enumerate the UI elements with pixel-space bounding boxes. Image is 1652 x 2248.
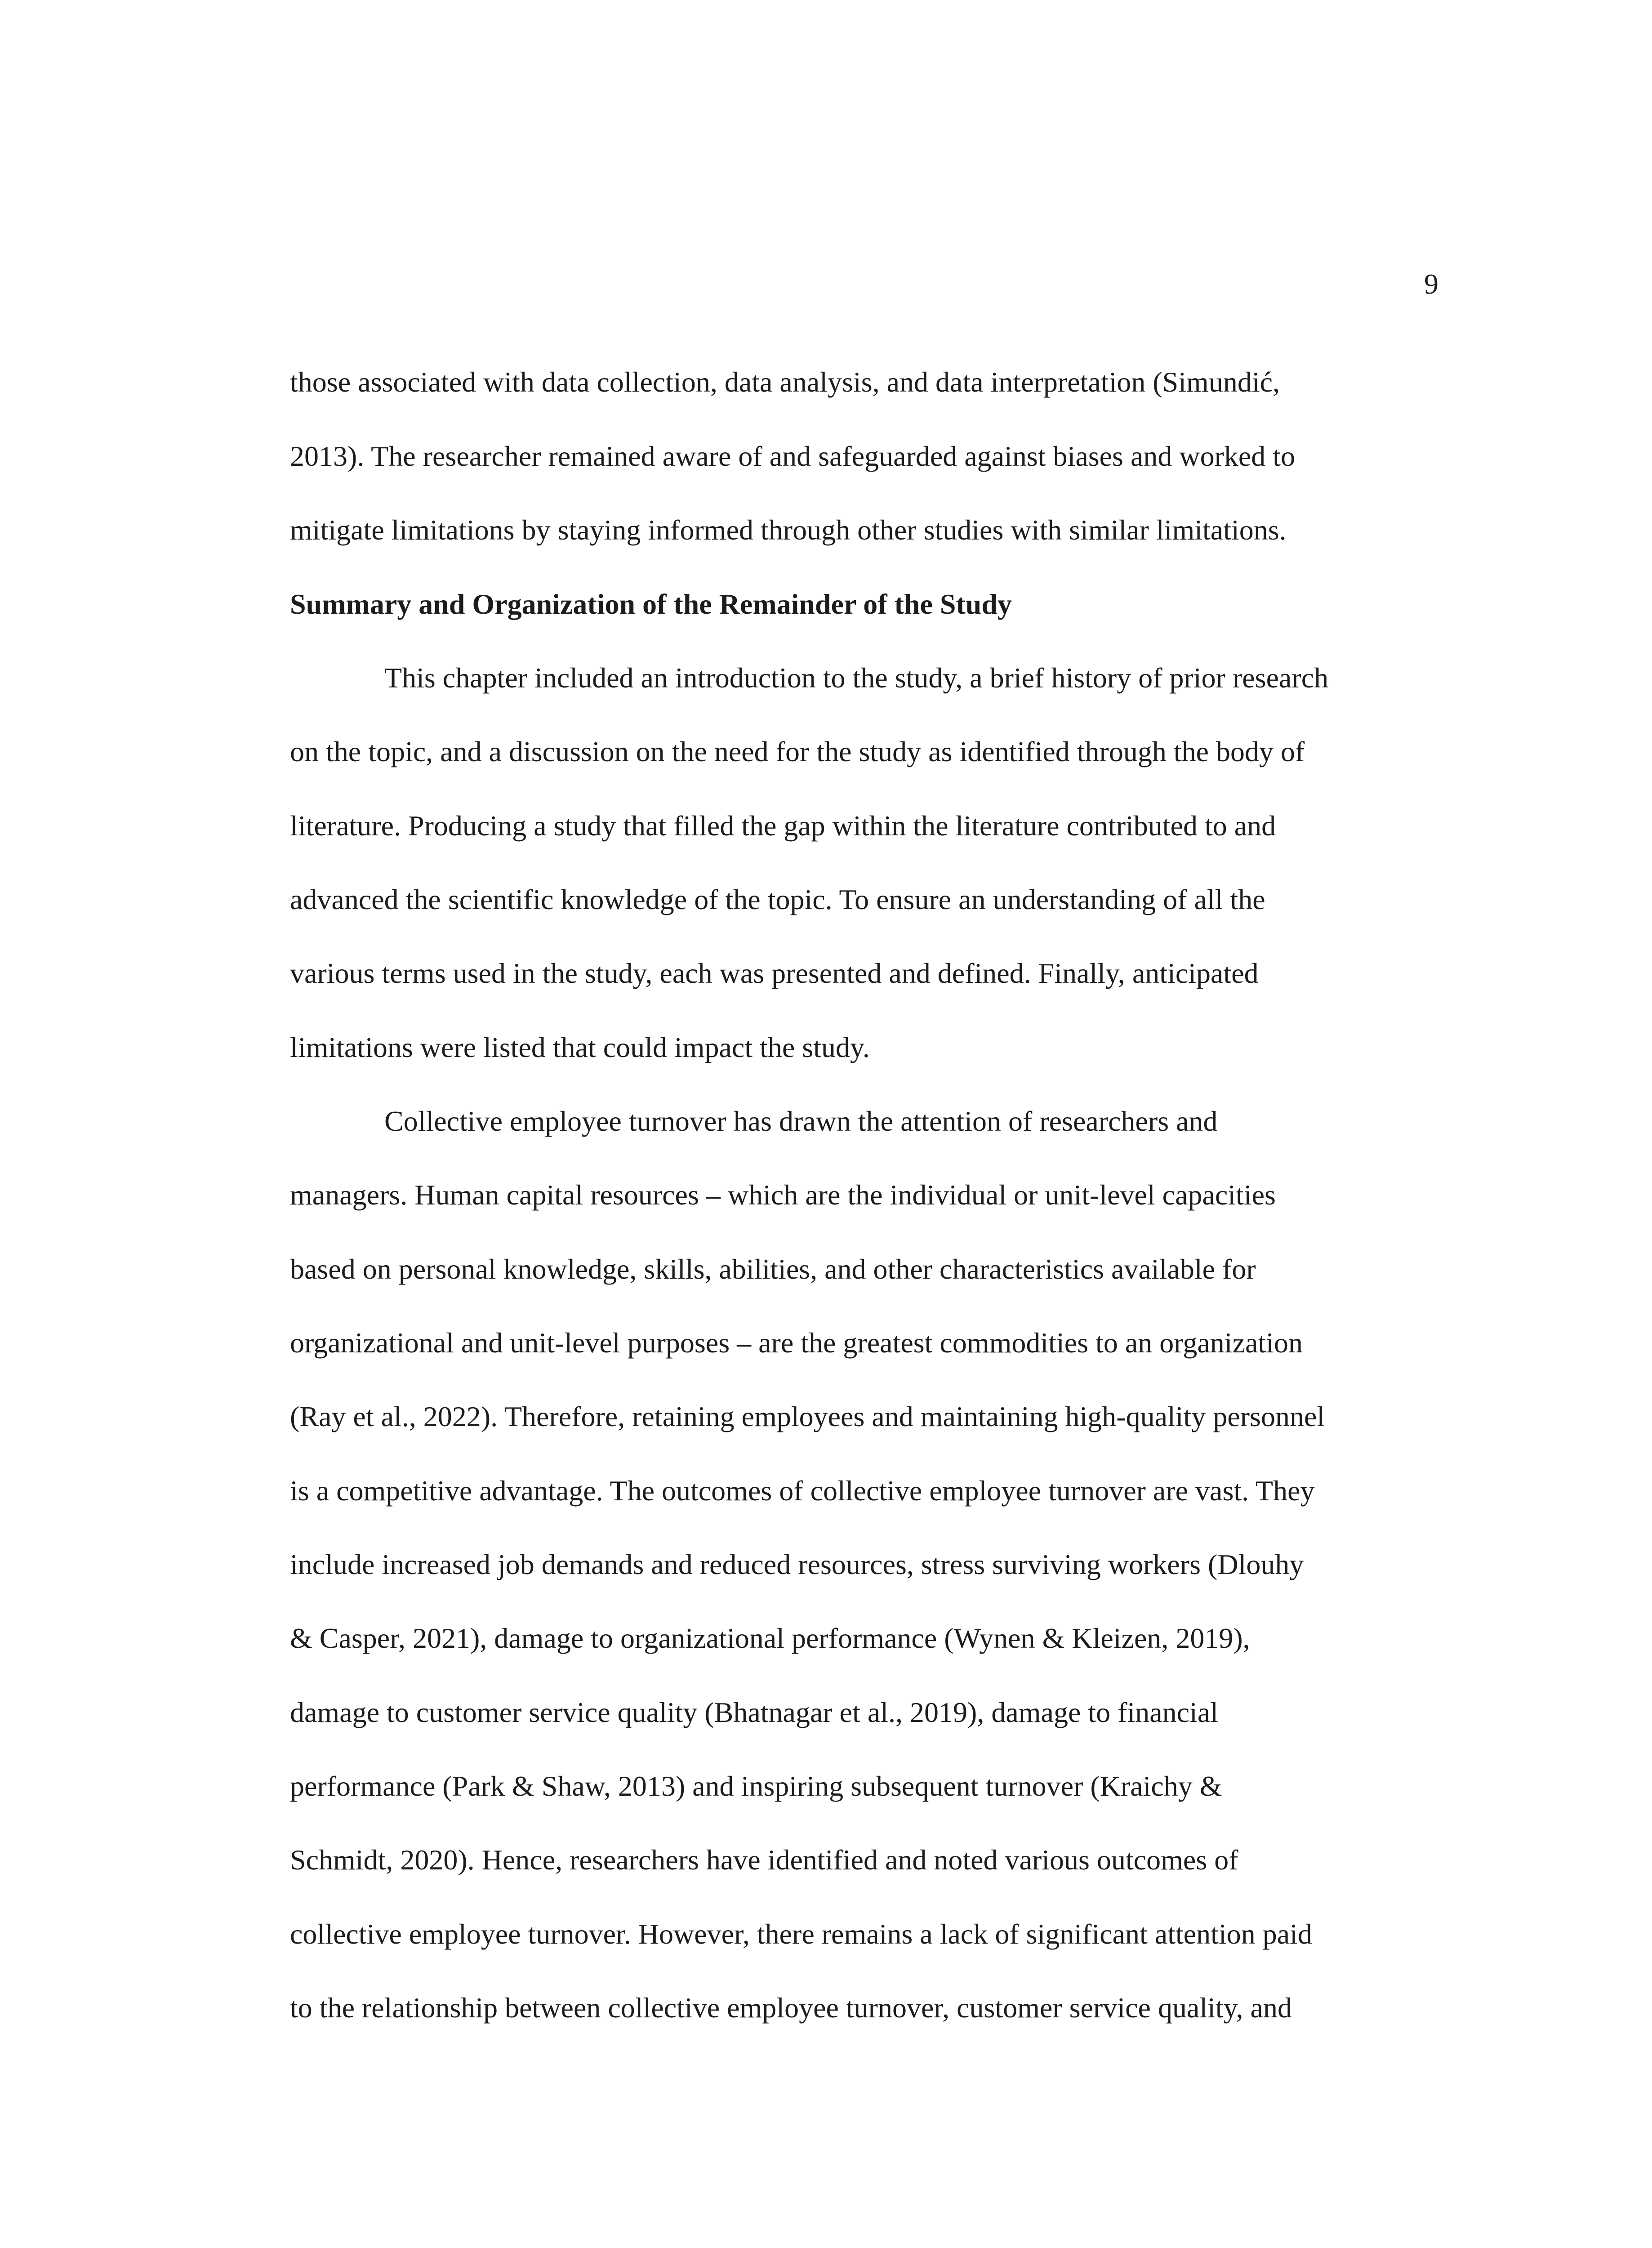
- text-line: 2013). The researcher remained aware of and safeguarded against biases and worked to: [290, 440, 1296, 472]
- text-line: & Casper, 2021), damage to organizational performance (Wynen & Kleizen, 2019),: [290, 1622, 1250, 1654]
- section-heading: Summary and Organization of the Remainder of the Study: [290, 588, 1012, 620]
- text-line: various terms used in the study, each was presented and defined. Finally, anticipated: [290, 957, 1259, 989]
- text-line: include increased job demands and reduced resources, stress surviving workers (Dlouhy: [290, 1548, 1304, 1580]
- text-line: organizational and unit-level purposes – are the greatest commodities to an organization: [290, 1327, 1303, 1359]
- paragraph-first-line: This chapter included an introduction to the study, a brief history of prior research: [384, 662, 1329, 694]
- text-line: to the relationship between collective employee turnover, customer service quality, and: [290, 1992, 1292, 2024]
- text-line: based on personal knowledge, skills, abilities, and other characteristics available for: [290, 1253, 1256, 1285]
- text-line: on the topic, and a discussion on the need for the study as identified through the body of: [290, 736, 1305, 767]
- text-line: mitigate limitations by staying informed through other studies with similar limitations.: [290, 514, 1287, 546]
- text-line: advanced the scientific knowledge of the topic. To ensure an understanding of all the: [290, 883, 1265, 915]
- text-line: damage to customer service quality (Bhatnagar et al., 2019), damage to financial: [290, 1696, 1218, 1728]
- page-number: 9: [1424, 268, 1438, 300]
- text-line: collective employee turnover. However, there remains a lack of significant attention paid: [290, 1918, 1312, 1950]
- text-line: Schmidt, 2020). Hence, researchers have identified and noted various outcomes of: [290, 1844, 1238, 1876]
- text-line: literature. Producing a study that filled the gap within the literature contributed to and: [290, 810, 1276, 842]
- text-line: managers. Human capital resources – which are the individual or unit-level capacities: [290, 1179, 1276, 1211]
- text-line: those associated with data collection, data analysis, and data interpretation (Simundić,: [290, 366, 1280, 398]
- text-line: limitations were listed that could impact the study.: [290, 1031, 870, 1063]
- text-line: is a competitive advantage. The outcomes of collective employee turnover are vast. They: [290, 1475, 1315, 1507]
- text-line: (Ray et al., 2022). Therefore, retaining employees and maintaining high-quality personnel: [290, 1401, 1325, 1432]
- text-line: performance (Park & Shaw, 2013) and inspiring subsequent turnover (Kraichy &: [290, 1770, 1222, 1802]
- paragraph-first-line: Collective employee turnover has drawn the attention of researchers and: [384, 1105, 1218, 1137]
